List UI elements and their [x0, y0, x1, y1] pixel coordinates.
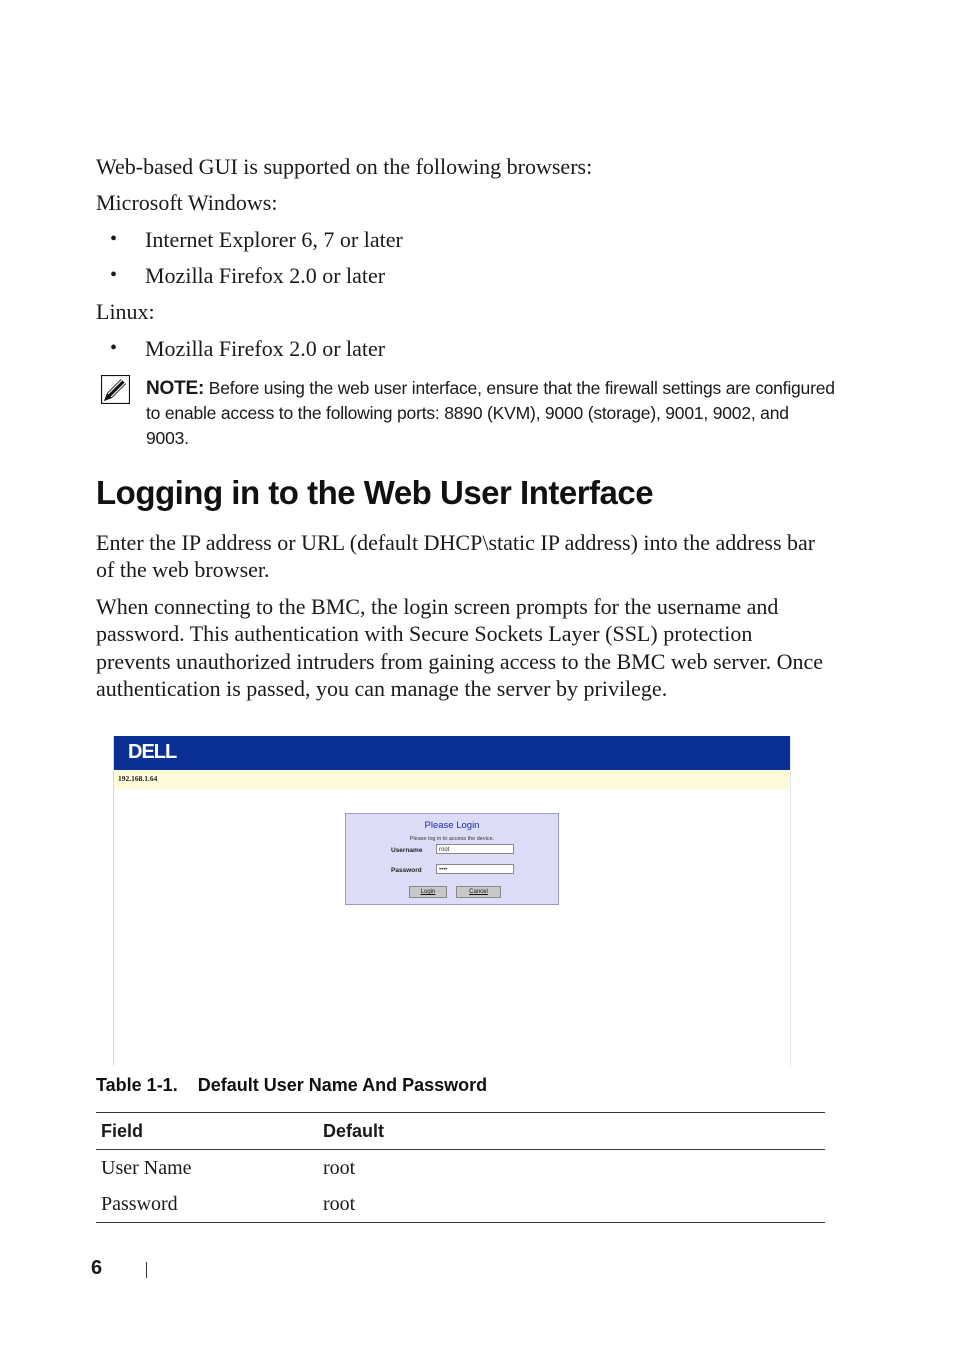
table-row	[96, 1150, 825, 1187]
page-number: 6	[91, 1257, 103, 1279]
table-caption-number: Table 1-1.	[96, 1075, 178, 1095]
username-label: Username	[391, 847, 423, 854]
table-cell-field: User Name	[101, 1156, 192, 1179]
bullet-marker: •	[110, 264, 118, 286]
pencil-note-icon	[101, 375, 130, 404]
section-heading: Logging in to the Web User Interface	[96, 474, 654, 511]
list-item-linux-firefox: Mozilla Firefox 2.0 or later	[145, 336, 386, 361]
table-caption-title: Default User Name And Password	[197, 1075, 488, 1095]
table-header-default: Default	[318, 1113, 825, 1150]
bullet-marker: •	[110, 337, 118, 359]
screenshot-ip-address: 192.168.1.64	[118, 774, 158, 783]
note-label: NOTE:	[146, 378, 205, 399]
password-label: Password	[391, 867, 422, 874]
screenshot-banner	[114, 736, 790, 770]
login-screenshot	[113, 736, 791, 1066]
table-row	[96, 1186, 825, 1223]
paragraph-login-auth: When connecting to the BMC, the login screen prompts for the username and password. This authentication with Secure Sockets Layer (SSL) protection prevents unauthorized intruders from gaining access to the BMC web server. Once authentication is passed, you can manage the server by privilege.	[96, 594, 824, 701]
list-item-windows-ie: Internet Explorer 6, 7 or later	[145, 227, 403, 252]
note-text: Before using the web user interface, ensure that the firewall settings are configured to enable access to the following ports: 8890 (KVM), 9000 (storage), 9001, 9002, and 9003.	[146, 378, 835, 448]
password-field[interactable]: ••••	[436, 864, 514, 874]
windows-label: Microsoft Windows:	[96, 190, 278, 215]
bullet-marker: •	[110, 228, 118, 250]
intro-supported-text: Web-based GUI is supported on the following browsers:	[96, 154, 593, 179]
table-header-field: Field	[96, 1113, 318, 1150]
cancel-button[interactable]: Cancel	[456, 886, 501, 898]
linux-label: Linux:	[96, 299, 155, 324]
default-credentials-table	[96, 1112, 825, 1223]
login-panel	[345, 813, 559, 905]
dell-logo: DELL	[128, 741, 177, 763]
table-cell-default: root	[323, 1156, 356, 1179]
table-cell-default: root	[318, 1186, 825, 1223]
screenshot-address-bar	[114, 770, 790, 789]
table-header-row	[96, 1113, 825, 1150]
list-item-windows-firefox: Mozilla Firefox 2.0 or later	[145, 263, 386, 288]
login-title: Please Login	[424, 820, 480, 831]
table-caption	[96, 1075, 487, 1096]
paragraph-enter-ip: Enter the IP address or URL (default DHCP\static IP address) into the address bar of the web browser.	[96, 530, 816, 583]
footer-divider	[146, 1262, 147, 1278]
login-subtitle: Please log in to access the device.	[409, 836, 495, 842]
login-button[interactable]: Login	[409, 886, 447, 898]
note-block	[146, 376, 836, 451]
table-cell-field: Password	[96, 1186, 318, 1223]
username-field[interactable]: root	[436, 844, 514, 854]
